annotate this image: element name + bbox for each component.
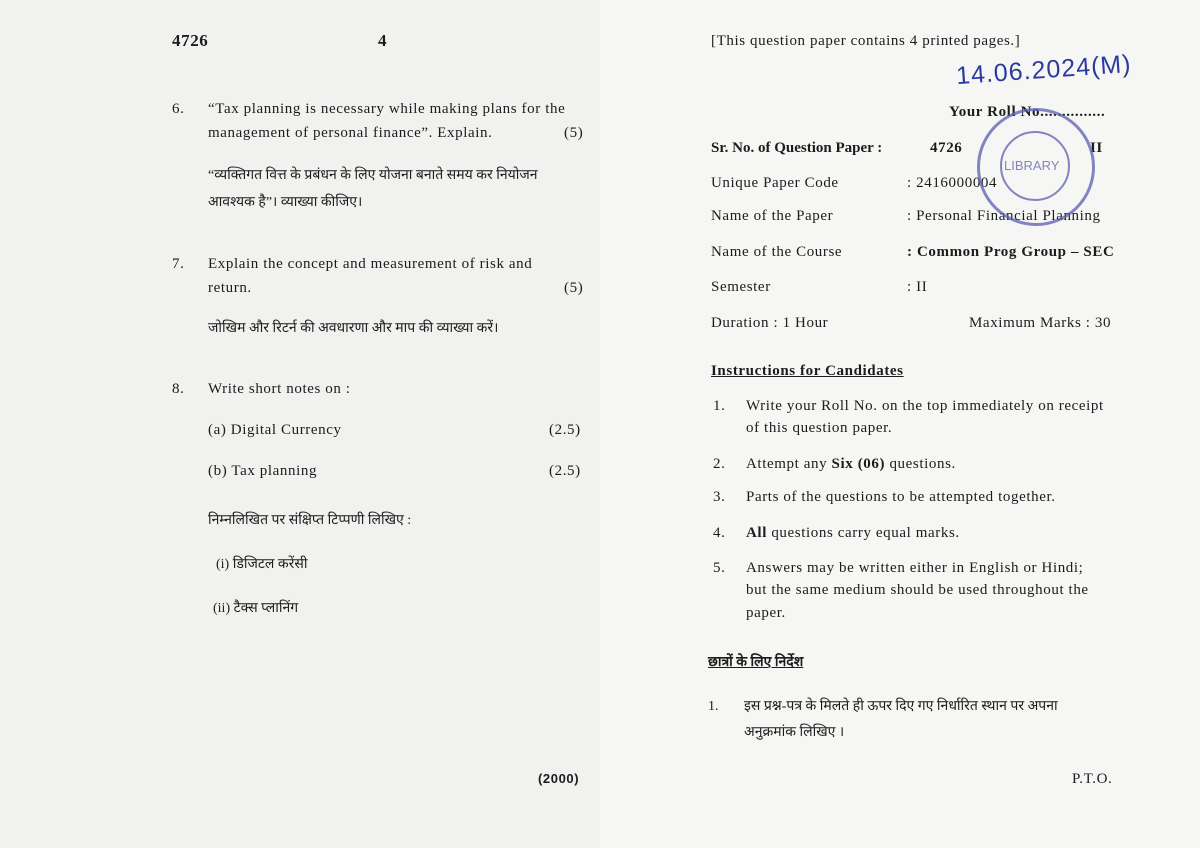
upc-value: : 2416000004 — [907, 175, 998, 191]
page-count-note: [This question paper contains 4 printed pages.] — [711, 33, 1021, 49]
q8-hindi: निम्नलिखित पर संक्षिप्त टिप्पणी लिखिए : — [208, 513, 412, 528]
paper-name-label: Name of the Paper — [711, 208, 834, 224]
instruction-text: of this question paper. — [746, 420, 893, 436]
semester-value: : II — [907, 279, 928, 295]
hindi-instructions-title: छात्रों के लिए निर्देश — [708, 655, 804, 670]
q6-text: “Tax planning is necessary while making plans for the — [208, 101, 566, 117]
q6-number: 6. — [172, 101, 185, 117]
q7-hindi: जोखिम और रिटर्न की अवधारणा और माप की व्याख्या करें। — [208, 321, 499, 336]
instruction-number: 5. — [713, 560, 726, 576]
q8-text: Write short notes on : — [208, 381, 351, 397]
max-marks: Maximum Marks : 30 — [969, 315, 1112, 331]
instruction-text: All questions carry equal marks. — [746, 525, 960, 541]
course-value: : Common Prog Group – SEC — [907, 244, 1115, 260]
print-count: (2000) — [538, 771, 580, 786]
sr-no-label: Sr. No. of Question Paper : — [711, 140, 883, 156]
q7-text: return. — [208, 280, 252, 296]
q8b-text: (b) Tax planning — [208, 463, 318, 479]
q8a-marks: (2.5) — [549, 422, 581, 438]
course-label: Name of the Course — [711, 244, 843, 260]
instruction-number: 3. — [713, 489, 726, 505]
instruction-number: 2. — [713, 456, 726, 472]
instruction-text: Answers may be written either in English or Hindi; — [746, 560, 1084, 576]
hindi-instruction-text: इस प्रश्न-पत्र के मिलते ही ऊपर दिए गए निर्धारित स्थान पर अपना — [744, 699, 1058, 714]
instruction-text: but the same medium should be used throughout the — [746, 582, 1089, 598]
q8-hindi-part: (i) डिजिटल करेंसी — [216, 557, 308, 572]
hindi-instruction-number: 1. — [708, 699, 719, 714]
instruction-number: 1. — [713, 398, 726, 414]
q6-hindi: आवश्यक है”। व्याख्या कीजिए। — [208, 195, 363, 210]
instruction-text: Attempt any Six (06) questions. — [746, 456, 956, 472]
q8-hindi-part: (ii) टैक्स प्लानिंग — [213, 601, 299, 616]
instructions-title: Instructions for Candidates — [711, 363, 904, 379]
upc-label: Unique Paper Code — [711, 175, 839, 191]
handwritten-date: 14.06.2024(M) — [955, 49, 1133, 91]
hindi-instruction-text: अनुक्रमांक लिखिए । — [744, 725, 845, 740]
paper-name-value: : Personal Financial Planning — [907, 208, 1101, 224]
paper-number: 4726 — [172, 31, 209, 50]
q7-text: Explain the concept and measurement of risk and — [208, 256, 533, 272]
instruction-text: paper. — [746, 605, 786, 621]
instruction-text: Write your Roll No. on the top immediately on receipt — [746, 398, 1104, 414]
semester-label: Semester — [711, 279, 771, 295]
q8-number: 8. — [172, 381, 185, 397]
pto-label: P.T.O. — [1072, 771, 1113, 787]
sr-no-value: 4726 — [930, 140, 963, 156]
roll-number-field: Your Roll No............... — [949, 104, 1106, 120]
q6-text: management of personal finance”. Explain. — [208, 125, 493, 141]
library-stamp: LIBRARY — [977, 108, 1095, 226]
instruction-text: Parts of the questions to be attempted together. — [746, 489, 1056, 505]
duration: Duration : 1 Hour — [711, 315, 829, 331]
instruction-number: 4. — [713, 525, 726, 541]
q8a-text: (a) Digital Currency — [208, 422, 342, 438]
q6-hindi: “व्यक्तिगत वित्त के प्रबंधन के लिए योजना बनाते समय कर नियोजन — [208, 168, 538, 183]
right-page — [600, 0, 1200, 848]
q8b-marks: (2.5) — [549, 463, 581, 479]
q7-number: 7. — [172, 256, 185, 272]
page-number: 4 — [378, 31, 388, 50]
sr-no-suffix: II — [1090, 140, 1103, 156]
q6-marks: (5) — [564, 125, 584, 141]
q7-marks: (5) — [564, 280, 584, 296]
